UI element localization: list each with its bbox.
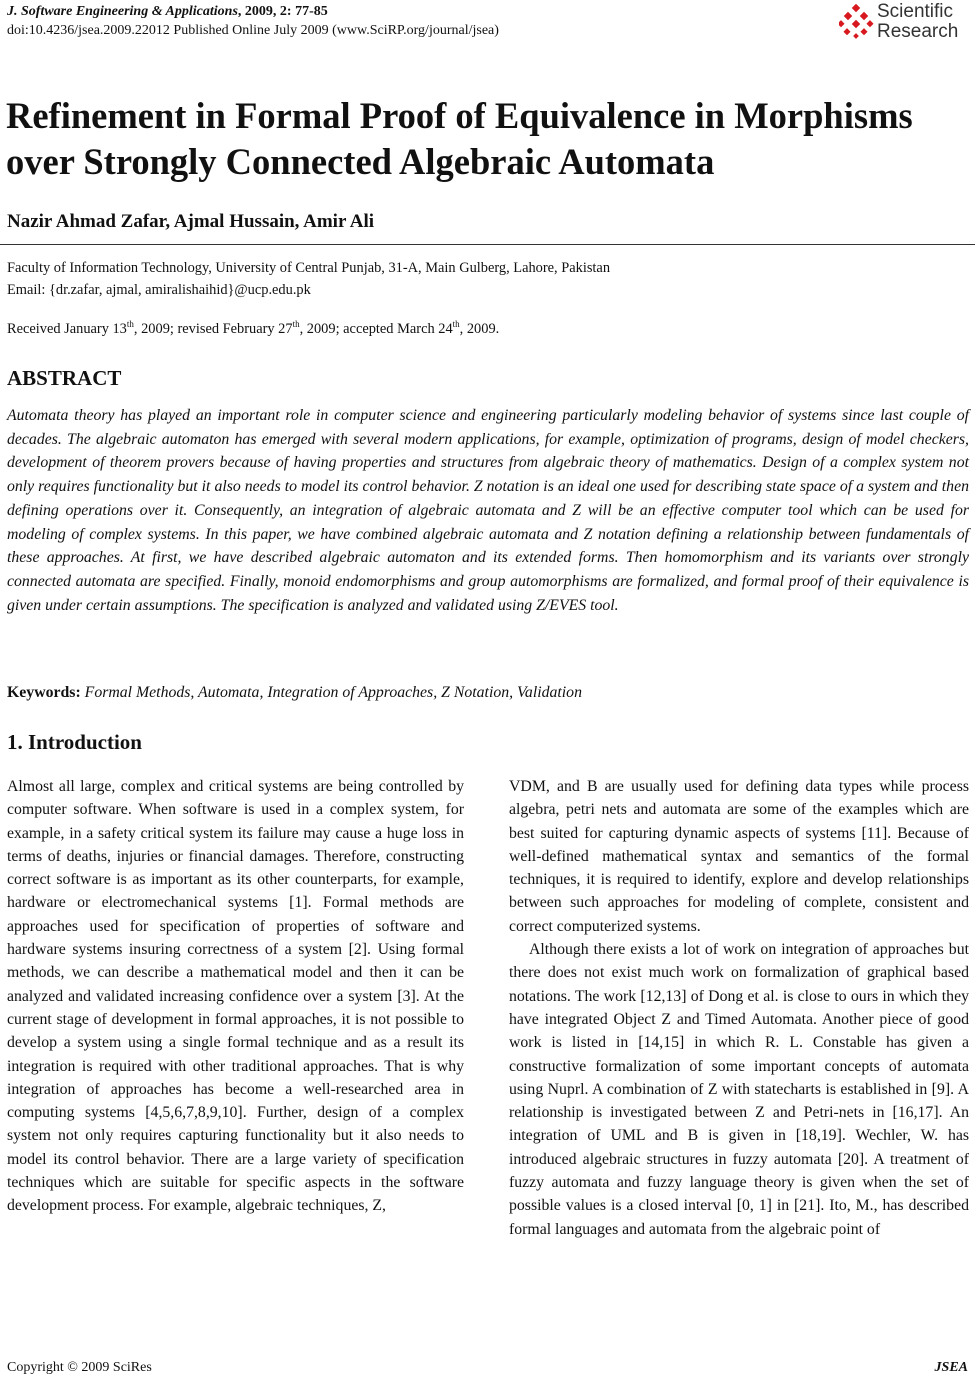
keywords-label: Keywords (7, 684, 76, 701)
affiliation-block (7, 257, 610, 301)
affiliation: Faculty of Information Technology, University of Central Punjab, 31-A, Main Gulberg, Lahore, Pakistan (7, 260, 611, 276)
footer-journal: JSEA (934, 1360, 968, 1375)
keywords-list: Formal Methods, Automata, Integration of Approaches, Z Notation, Validation (84, 684, 582, 701)
right-column-paragraph-2: Although there exists a lot of work on integration of approaches but there does not exist much work on formalization of graphical based notations. The work [12,13] of Dong et al. is close to ours in which they have integrated Object Z and Timed Automata. Another piece of good work is listed in [14,15] in which R. L. Constable has given a constructive formalization of some important concepts of automata using Nuprl. A combination of Z with statecharts is established in [9]. A relationship is investigated between Z and Petri-nets in [16,17]. An integration of UML and B is given in [18,19]. Wechler, W. has introduced algebraic structures in fuzzy automata [20]. A treatment of fuzzy automata and fuzzy language theory is given when the set of possible values is a closed interval [0, 1] in [21]. Ito, M., has described formal languages and automata from the algebraic point of (509, 941, 969, 1238)
footer-copyright: Copyright © 2009 SciRes (7, 1360, 152, 1375)
right-column-paragraph-1: VDM, and B are usually used for defining data types while process algebra, petri nets and automata are some of the examples which are best suited for capturing dynamic aspects of systems [11]. Because of well-defined mathematical syntax and semantics of the formal techniques, it is required to identify, explore and develop relationships between such approaches for modeling of complete, consistent and correct computerized systems. (509, 778, 969, 935)
right-column (509, 775, 969, 1241)
left-column-paragraph: Almost all large, complex and critical systems are being controlled by computer software. When software is used in a complex system, for example, in a safety critical system its failure may cause a huge loss in terms of deaths, injuries or financial damages. Therefore, constructing correct software is as important as its other counterparts, for example, hardware or electromechanical systems [1]. Formal methods are approaches used for specification of properties of software and hardware systems insuring correctness of a system [2]. Using formal methods, we can describe a mathematical model and then it can be analyzed and validated increasing confidence over a system [3]. At the current stage of development in formal approaches, it is not possible to develop a system using a single formal technique and as a result its integration is required with other traditional approaches. That is why integration of approaches has become a well-researched area in computing systems [4,5,6,7,8,9,10]. Further, design of a complex system not only requires capturing functionality but it also needs to model its control behavior. There are a large variety of specification techniques which are suitable for specific aspects in the software development process. For example, algebraic techniques, Z, (7, 778, 464, 1215)
journal-header (7, 2, 499, 40)
email: Email: {dr.zafar, ajmal, amiralishaihid}@ucp.edu.pk (7, 282, 311, 298)
paper-title: Refinement in Formal Proof of Equivalence in Morphisms over Strongly Connected Algebraic Automata (6, 95, 913, 182)
header-divider (0, 244, 975, 245)
journal-volume: , 2009, 2: 77-85 (237, 4, 328, 19)
logo-text-line2: Research (877, 21, 959, 42)
abstract-text: Automata theory has played an important role in computer science and engineering particularly modeling behavior of systems since last couple of decades. The algebraic automaton has emerged with several modern applications, for example, optimization of programs, design of model checkers, development of theorem provers because of having properties and structures from algebraic theory of mathematics. Design of a complex system not only requires functionality but it also needs to model its control behavior. Z notation is an ideal one used for describing state space of a system and then defining operations over it. Consequently, an integration of algebraic automata and Z will be an effective computer tool which can be used for modeling of complex systems. In this paper, we have combined algebraic automata and Z notation defining a relationship between fundamentals of these approaches. At first, we have described algebraic automaton and its extended forms. Then homomorphism and its variants over strongly connected automata are specified. Finally, monoid endomorphisms and group automorphisms are formalized, and formal proof of their equivalence is given under certain assumptions. The specification is analyzed and validated using Z/EVES tool. (7, 407, 969, 614)
publisher-logo (839, 2, 969, 46)
keywords: Keywords: Formal Methods, Automata, Integration of Approaches, Z Notation, Validation (7, 684, 582, 701)
journal-name: J. Software Engineering & Applications (7, 4, 238, 19)
section-heading: 1. Introduction (7, 730, 142, 754)
authors: Nazir Ahmad Zafar, Ajmal Hussain, Amir Ali (7, 211, 375, 232)
logo-text-line1: Scientific (877, 1, 954, 22)
abstract-heading: ABSTRACT (7, 366, 122, 390)
left-column (7, 775, 464, 1218)
received-dates: Received January 13th, 2009; revised February 27th, 2009; accepted March 24th, 2009. (7, 319, 500, 337)
logo-mark-icon (839, 4, 875, 40)
doi-line: doi:10.4236/jsea.2009.22012 Published Online July 2009 (www.SciRP.org/journal/jsea) (7, 23, 499, 38)
